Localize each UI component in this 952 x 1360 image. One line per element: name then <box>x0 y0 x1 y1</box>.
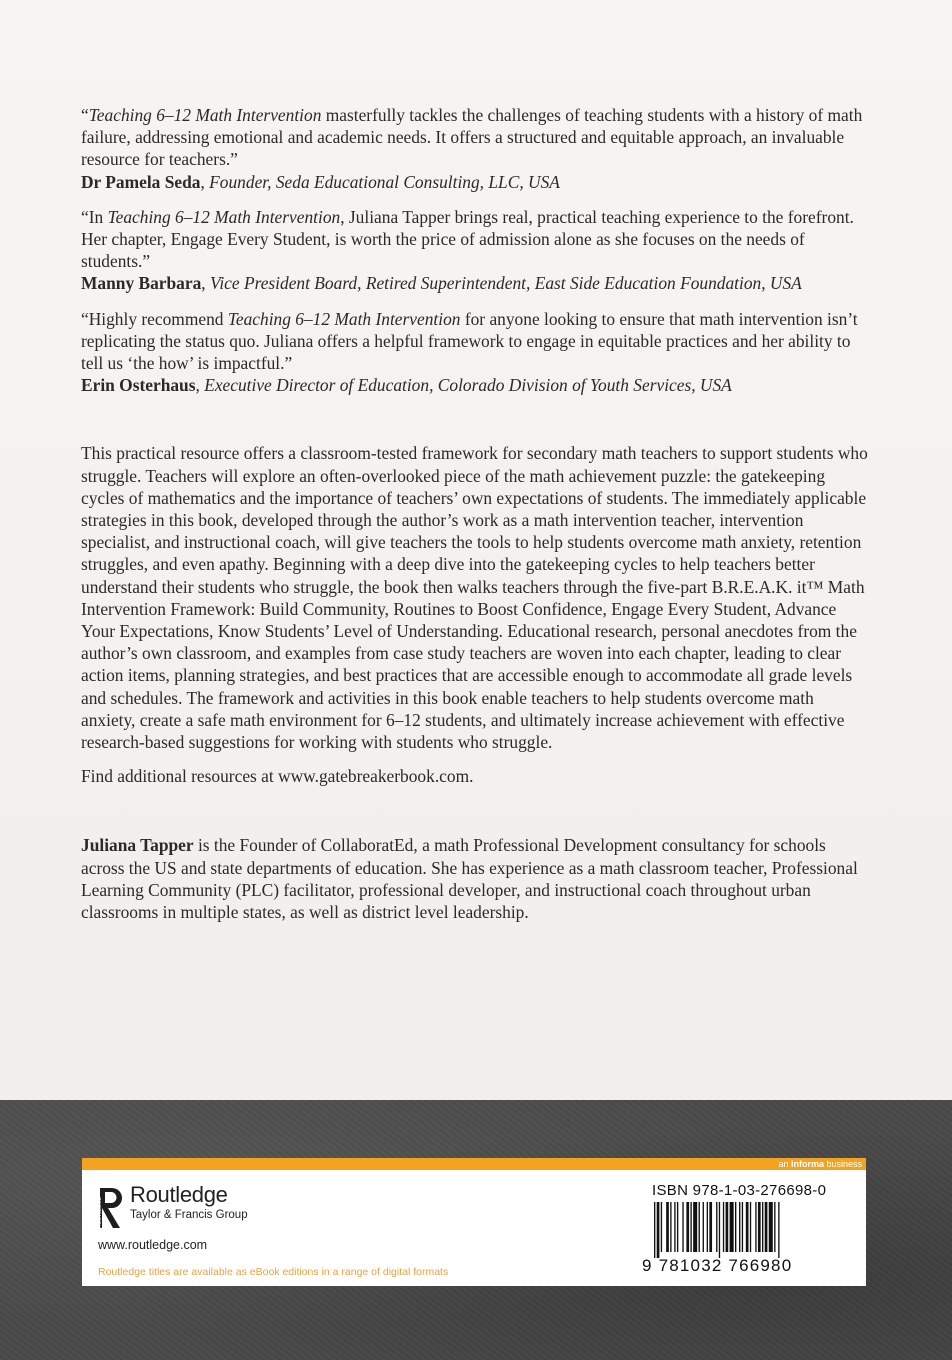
endorsement-3 <box>81 308 871 397</box>
barcode-bar <box>654 1202 655 1258</box>
publisher-panel <box>82 1158 866 1286</box>
barcode-bar <box>699 1202 700 1252</box>
book-title: Teaching 6–12 Math Intervention <box>88 105 322 125</box>
accent-bar <box>82 1158 866 1170</box>
resources-line: Find additional resources at www.gatebreakerbook.com. <box>81 766 474 787</box>
endorsement-quote <box>81 104 871 171</box>
barcode-icon <box>654 1202 844 1258</box>
barcode-bar <box>730 1202 734 1252</box>
quote-text: for anyone looking to ensure that math intervention isn’t replicating the status quo. Juliana offers a helpful framework to engage in equitable practices and her ability to tell us ‘the how’ is impactful.” <box>81 308 858 374</box>
endorsement-attribution: Dr Pamela Seda, Founder, Seda Educational Consulting, LLC, USA <box>81 171 560 192</box>
quote-open: “ <box>81 105 89 125</box>
book-title: Teaching 6–12 Math Intervention <box>227 308 461 329</box>
barcode-bar <box>750 1202 751 1252</box>
quote-open: “Highly recommend <box>81 308 228 329</box>
quote-open: “In <box>81 206 108 227</box>
barcode-bar <box>746 1202 749 1252</box>
endorser-name: Dr Pamela Seda <box>81 171 201 192</box>
barcode-bar <box>657 1202 660 1258</box>
cover-text <box>81 104 871 923</box>
endorser-role: Executive Director of Education, Colorado Division of Youth Services, USA <box>204 375 732 396</box>
barcode-bar <box>670 1202 671 1252</box>
barcode-bar <box>682 1202 683 1252</box>
endorser-name: Erin Osterhaus <box>81 375 196 396</box>
barcode-bar <box>716 1202 717 1252</box>
routledge-logo-icon <box>96 1186 124 1230</box>
endorser-name: Manny Barbara <box>81 273 202 294</box>
barcode-bar <box>755 1202 756 1252</box>
endorsement-1 <box>81 104 871 193</box>
informa-tagline <box>778 1158 862 1170</box>
barcode-bar <box>765 1202 768 1252</box>
barcode-bar <box>707 1202 708 1252</box>
book-description: This practical resource offers a classroom-tested framework for secondary math teachers to support students who struggle. Teachers will explore an often-overlooked piece of the math achievement puzzle: the gatekeeping cycles of mathematics and the importance of teachers’ own expectations of students. The immediately applicable strategies in this book, developed through the author’s work as a math intervention teacher, intervention specialist, and instructional coach, will give teachers the tools to help students overcome math anxiety, retention struggles, and even apathy. Beginning with a deep dive into the gatekeeping cycles to help teachers better understand their students who struggle, the book then walks teachers through the five-part B.R.E.A.K. it™ Math Intervention Framework: Build Community, Routines to Boost Confidence, Engage Every Student, Advance Your Expectations, Know Students’ Level of Understanding. Educational research, personal anecdotes from the author’s own classroom, and examples from case study teachers are woven into each chapter, leading to clear action items, planning strategies, and best practices that are accessible enough to accommodate all grade levels and schedules. The framework and activities in this book enable teachers to help students overcome math anxiety, create a safe math environment for 6–12 students, and ultimately increase achievement with effective research-based suggestions for working with students who struggle. <box>81 443 868 753</box>
endorsement-quote <box>81 206 871 273</box>
publisher-brand <box>130 1182 248 1222</box>
barcode-bar <box>739 1202 740 1252</box>
barcode-bar <box>677 1202 678 1252</box>
barcode-bar <box>666 1202 669 1252</box>
endorser-role: Vice President Board, Retired Superintendent, East Side Education Foundation, USA <box>210 273 802 294</box>
author-bio <box>81 834 871 923</box>
barcode-bar <box>774 1202 775 1252</box>
informa-prefix: an <box>778 1159 791 1169</box>
informa-suffix: business <box>823 1159 862 1169</box>
endorsement-quote <box>81 308 871 375</box>
endorsement-attribution: Erin Osterhaus, Executive Director of Education, Colorado Division of Youth Services, USA <box>81 375 732 396</box>
barcode-bar <box>661 1202 662 1252</box>
endorsement-attribution: Manny Barbara, Vice President Board, Retired Superintendent, East Side Education Foundation, USA <box>81 273 802 294</box>
author-name: Juliana Tapper <box>81 835 194 856</box>
logo-vertical-text: ROUTLEDGE <box>97 1196 103 1228</box>
barcode-bar <box>762 1202 763 1252</box>
barcode-bar <box>769 1202 773 1252</box>
barcode-bar <box>690 1202 691 1252</box>
barcode-bar <box>758 1202 761 1252</box>
barcode-bar <box>674 1202 675 1252</box>
barcode-bar <box>693 1202 697 1252</box>
book-title: Teaching 6–12 Math Intervention <box>107 206 341 227</box>
barcode-bar <box>686 1202 689 1252</box>
barcode-bar <box>703 1202 704 1252</box>
informa-brand: informa <box>790 1159 824 1169</box>
author-bio-text: is the Founder of CollaboratEd, a math Professional Development consultancy for schools across the US and state departments of education. She has experience as a math classroom teacher, Professional Learning Community (PLC) facilitator, professional developer, and instructional coach throughout urban classrooms in multiple states, as well as district level leadership. <box>81 835 858 923</box>
quote-text: , Juliana Tapper brings real, practical teaching experience to the forefront. Her chapter, Engage Every Student, is worth the price of admission alone as she focuses on the needs of students.” <box>81 206 854 272</box>
isbn-label: ISBN 978-1-03-276698-0 <box>652 1182 827 1199</box>
publisher-group: Taylor & Francis Group <box>130 1209 248 1221</box>
publisher-website: www.routledge.com <box>98 1238 208 1252</box>
quote-text: masterfully tackles the challenges of teaching students with a history of math failure, addressing emotional and academic needs. It offers a structured and equitable approach, an invaluable resource for teachers.” <box>81 105 863 170</box>
barcode-bar <box>719 1202 720 1258</box>
endorsement-2 <box>81 206 871 295</box>
barcode-bar <box>742 1202 743 1252</box>
barcode-digits: 9 781032 766980 <box>642 1256 793 1275</box>
barcode-bar <box>735 1202 736 1252</box>
publisher-name: Routledge <box>130 1182 228 1207</box>
barcode-bar <box>709 1202 712 1252</box>
endorser-role: Founder, Seda Educational Consulting, LLC, USA <box>209 171 560 192</box>
barcode-bar <box>726 1202 729 1252</box>
barcode-bar <box>778 1202 779 1258</box>
ebook-note: Routledge titles are available as eBook editions in a range of digital formats <box>98 1266 449 1278</box>
barcode-bar <box>723 1202 724 1252</box>
